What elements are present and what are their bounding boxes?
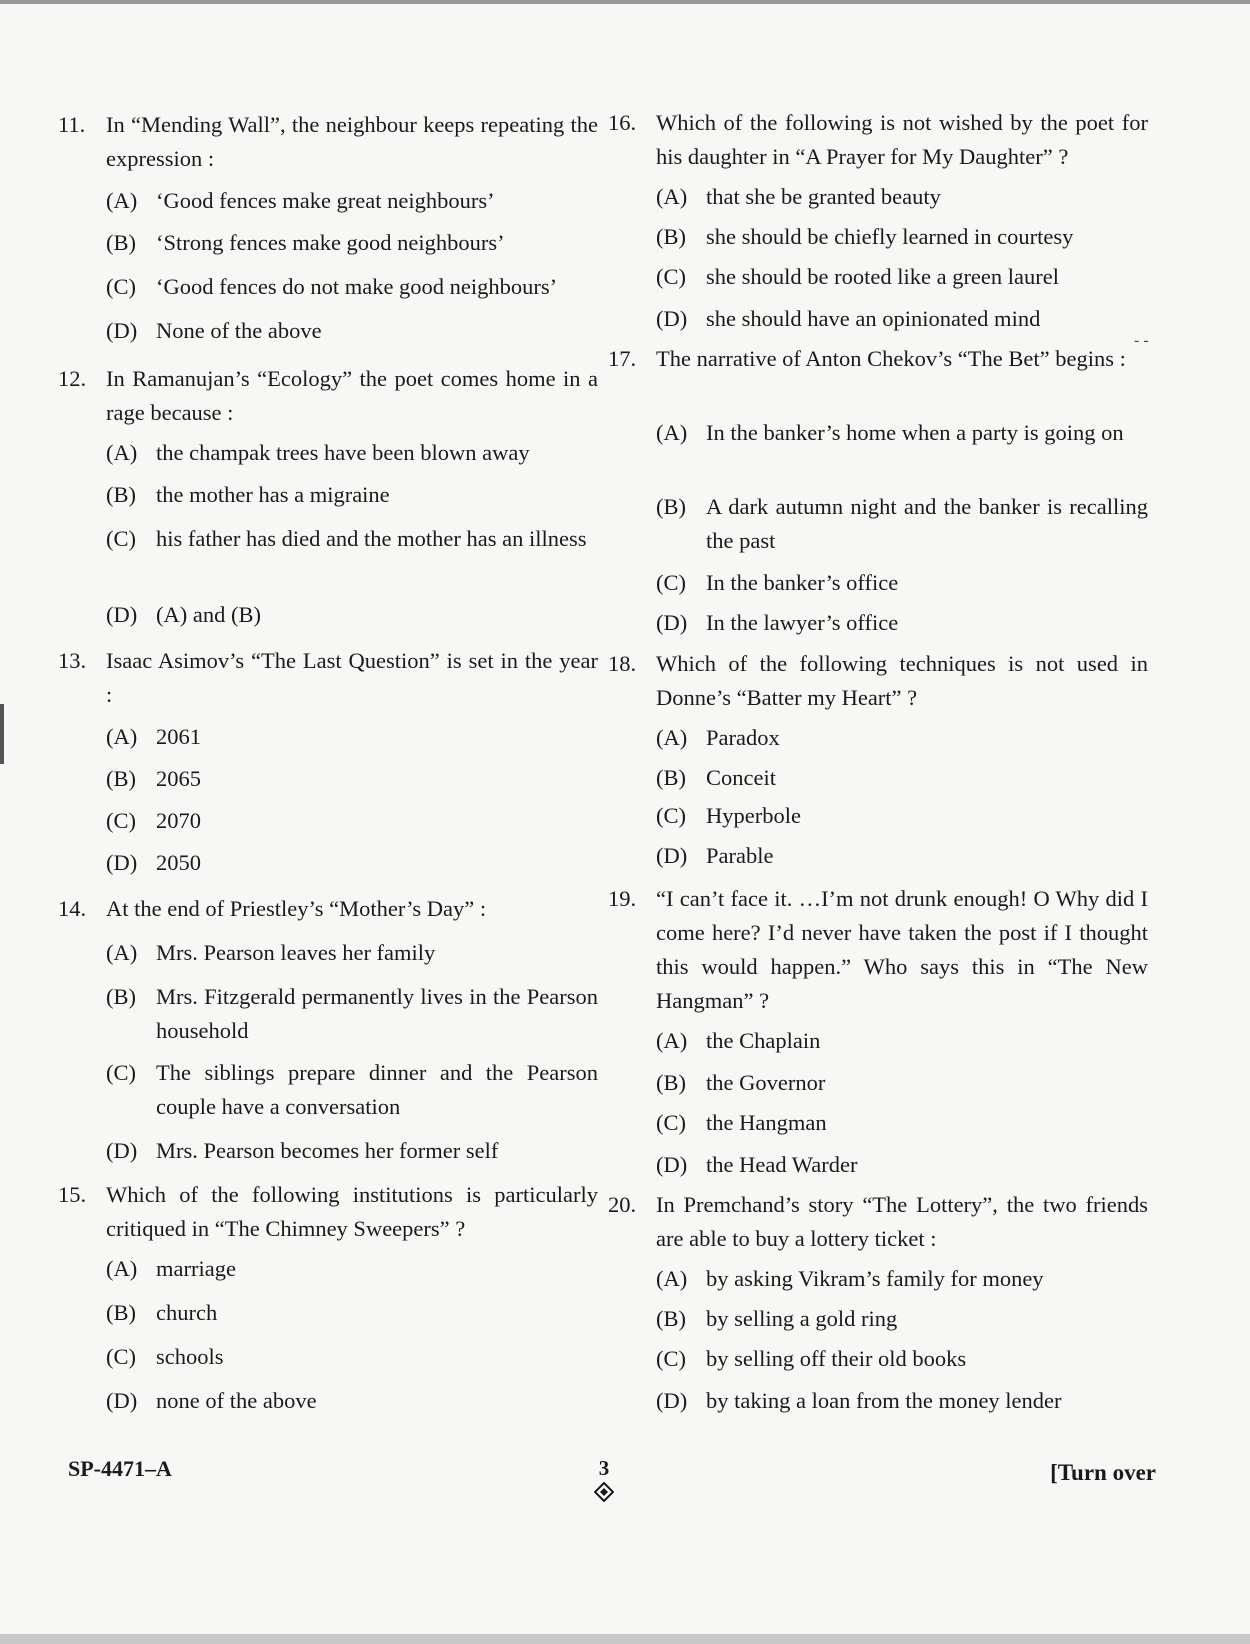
option-label: (D) — [656, 306, 688, 331]
option-b — [106, 226, 598, 260]
option-b — [106, 762, 598, 796]
option-a — [656, 1262, 1148, 1296]
option-text: Mrs. Fitzgerald permanently lives in the Pearson household — [156, 984, 598, 1043]
option-label: (D) — [656, 610, 688, 635]
binding-mark — [0, 704, 4, 764]
option-label: (C) — [656, 264, 686, 289]
option-text: (A) and (B) — [156, 602, 261, 627]
option-text: the Head Warder — [706, 1152, 858, 1177]
question-stem — [58, 892, 598, 926]
question-stem — [608, 106, 1148, 174]
option-label: (A) — [656, 725, 688, 750]
diamond-icon — [594, 1482, 614, 1502]
option-a — [656, 416, 1148, 450]
option-b — [656, 1066, 1148, 1100]
question-stem — [608, 647, 1148, 715]
option-label: (C) — [106, 808, 136, 833]
option-d — [656, 606, 1148, 640]
question-text: In Ramanujan’s “Ecology” the poet comes home in a rage because : — [106, 366, 598, 425]
option-c — [656, 1106, 1148, 1140]
option-label: (A) — [106, 1256, 138, 1281]
question-14 — [58, 892, 598, 1163]
question-text: Which of the following techniques is not used in Donne’s “Batter my Heart” ? — [656, 651, 1148, 710]
option-a — [106, 436, 598, 470]
option-text: that she be granted beauty — [706, 184, 941, 209]
question-number: 11. — [58, 112, 86, 137]
question-11 — [58, 108, 598, 343]
option-text: In the banker’s office — [706, 570, 899, 595]
option-text: church — [156, 1300, 218, 1325]
option-a — [106, 936, 598, 970]
option-text: his father has died and the mother has an illness — [156, 526, 587, 551]
question-16 — [608, 106, 1148, 331]
option-text: In the banker’s home when a party is going on — [706, 420, 1124, 445]
option-label: (C) — [106, 526, 136, 551]
option-label: (C) — [656, 803, 686, 828]
option-label: (B) — [106, 984, 136, 1009]
option-text: marriage — [156, 1256, 236, 1281]
question-text: In “Mending Wall”, the neighbour keeps repeating the expression : — [106, 112, 598, 171]
option-d — [656, 839, 1148, 873]
page-number: 3 — [598, 1456, 610, 1480]
paper-code: SP-4471–A — [68, 1456, 172, 1481]
option-d — [106, 1384, 598, 1418]
option-label: (B) — [656, 1306, 686, 1331]
option-text: Paradox — [706, 725, 780, 750]
stray-dash-mark: - - — [1134, 332, 1149, 349]
option-c — [106, 522, 598, 556]
question-stem — [608, 342, 1148, 376]
question-text: At the end of Priestley’s “Mother’s Day” : — [106, 896, 487, 921]
option-b — [656, 220, 1148, 254]
option-label: (A) — [106, 440, 138, 465]
option-label: (C) — [106, 1344, 136, 1369]
option-d — [656, 1148, 1148, 1182]
question-stem — [58, 644, 598, 712]
question-number: 14. — [58, 896, 87, 921]
option-label: (A) — [656, 420, 688, 445]
option-text: 2065 — [156, 766, 201, 791]
question-number: 20. — [608, 1192, 637, 1217]
option-label: (D) — [106, 1388, 138, 1413]
option-text: by taking a loan from the money lender — [706, 1388, 1062, 1413]
option-d — [656, 1384, 1148, 1418]
question-17 — [608, 342, 1148, 635]
question-text: Which of the following institutions is particularly critiqued in “The Chimney Sweepers” ? — [106, 1182, 598, 1241]
option-b — [106, 1296, 598, 1330]
option-a — [656, 1024, 1148, 1058]
option-label: (C) — [656, 1346, 686, 1371]
option-c — [656, 799, 1148, 833]
question-stem — [58, 1178, 598, 1246]
option-b — [106, 980, 598, 1048]
question-text: The narrative of Anton Chekov’s “The Bet” begins : — [656, 346, 1126, 371]
option-b — [106, 478, 598, 512]
question-19 — [608, 882, 1148, 1177]
option-text: Mrs. Pearson becomes her former self — [156, 1138, 499, 1163]
option-text: 2070 — [156, 808, 201, 833]
option-text: schools — [156, 1344, 224, 1369]
option-text: the Hangman — [706, 1110, 827, 1135]
option-text: 2050 — [156, 850, 201, 875]
question-18 — [608, 647, 1148, 868]
option-label: (A) — [106, 724, 138, 749]
option-c — [106, 804, 598, 838]
option-c — [656, 566, 1148, 600]
option-label: (A) — [106, 188, 138, 213]
question-number: 18. — [608, 651, 637, 676]
option-text: ‘Strong fences make good neighbours’ — [156, 230, 505, 255]
option-c — [106, 1056, 598, 1124]
question-text: In Premchand’s story “The Lottery”, the two friends are able to buy a lottery ticket : — [656, 1192, 1148, 1251]
question-stem — [608, 1188, 1148, 1256]
question-text: “I can’t face it. …I’m not drunk enough! O Why did I come here? I’d never have taken the post if I thought this would happen.” Who says this in “The New Hangman” ? — [656, 886, 1148, 1013]
question-text: Isaac Asimov’s “The Last Question” is set in the year : — [106, 648, 598, 707]
question-number: 19. — [608, 886, 637, 911]
option-b — [656, 1302, 1148, 1336]
option-d — [106, 846, 598, 880]
option-label: (B) — [106, 482, 136, 507]
option-text: the Governor — [706, 1070, 826, 1095]
option-label: (C) — [656, 570, 686, 595]
option-c — [656, 1342, 1148, 1376]
question-number: 12. — [58, 366, 87, 391]
option-label: (C) — [106, 274, 136, 299]
option-label: (B) — [106, 1300, 136, 1325]
option-a — [656, 180, 1148, 214]
option-label: (D) — [106, 1138, 138, 1163]
option-text: none of the above — [156, 1388, 317, 1413]
option-text: ‘Good fences make great neighbours’ — [156, 188, 495, 213]
option-label: (C) — [106, 1060, 136, 1085]
option-text: the mother has a migraine — [156, 482, 390, 507]
option-text: she should have an opinionated mind — [706, 306, 1041, 331]
question-stem — [608, 882, 1148, 1018]
option-d — [106, 314, 598, 348]
option-label: (D) — [656, 1152, 688, 1177]
option-text: None of the above — [156, 318, 322, 343]
question-number: 13. — [58, 648, 87, 673]
option-text: A dark autumn night and the banker is recalling the past — [706, 494, 1148, 553]
option-a — [106, 1252, 598, 1286]
option-d — [106, 598, 598, 632]
question-12 — [58, 362, 598, 627]
option-text: the champak trees have been blown away — [156, 440, 530, 465]
option-text: she should be rooted like a green laurel — [706, 264, 1060, 289]
question-15 — [58, 1178, 598, 1413]
option-text: Parable — [706, 843, 774, 868]
option-text: In the lawyer’s office — [706, 610, 899, 635]
question-13 — [58, 644, 598, 875]
option-c — [106, 1340, 598, 1374]
question-number: 16. — [608, 110, 637, 135]
option-label: (B) — [656, 1070, 686, 1095]
option-a — [106, 720, 598, 754]
option-text: by selling a gold ring — [706, 1306, 898, 1331]
option-label: (A) — [106, 940, 138, 965]
option-label: (B) — [656, 224, 686, 249]
option-a — [106, 184, 598, 218]
option-text: Mrs. Pearson leaves her family — [156, 940, 436, 965]
option-label: (B) — [656, 494, 686, 519]
option-c — [106, 270, 598, 304]
question-stem — [58, 108, 598, 176]
option-label: (A) — [656, 1028, 688, 1053]
option-text: Conceit — [706, 765, 776, 790]
option-c — [656, 260, 1148, 294]
question-20 — [608, 1188, 1148, 1413]
option-d — [106, 1134, 598, 1168]
option-label: (D) — [106, 318, 138, 343]
question-text: Which of the following is not wished by the poet for his daughter in “A Prayer for My Daughter” ? — [656, 110, 1148, 169]
option-text: the Chaplain — [706, 1028, 821, 1053]
option-text: by asking Vikram’s family for money — [706, 1266, 1044, 1291]
option-text: The siblings prepare dinner and the Pearson couple have a conversation — [156, 1060, 598, 1119]
option-label: (D) — [106, 850, 138, 875]
option-text: Hyperbole — [706, 803, 801, 828]
option-text: 2061 — [156, 724, 201, 749]
option-b — [656, 761, 1148, 795]
option-label: (B) — [656, 765, 686, 790]
turn-over-note: [Turn over — [1050, 1460, 1156, 1485]
option-d — [656, 302, 1148, 336]
option-b — [656, 490, 1148, 558]
option-label: (C) — [656, 1110, 686, 1135]
option-label: (B) — [106, 230, 136, 255]
question-number: 17. — [608, 346, 637, 371]
option-label: (A) — [656, 1266, 688, 1291]
option-a — [656, 721, 1148, 755]
option-label: (D) — [656, 843, 688, 868]
option-text: she should be chiefly learned in courtesy — [706, 224, 1074, 249]
option-label: (D) — [106, 602, 138, 627]
option-label: (D) — [656, 1388, 688, 1413]
option-text: ‘Good fences do not make good neighbours’ — [156, 274, 558, 299]
option-label: (A) — [656, 184, 688, 209]
question-number: 15. — [58, 1182, 87, 1207]
option-text: by selling off their old books — [706, 1346, 967, 1371]
question-stem — [58, 362, 598, 430]
option-label: (B) — [106, 766, 136, 791]
